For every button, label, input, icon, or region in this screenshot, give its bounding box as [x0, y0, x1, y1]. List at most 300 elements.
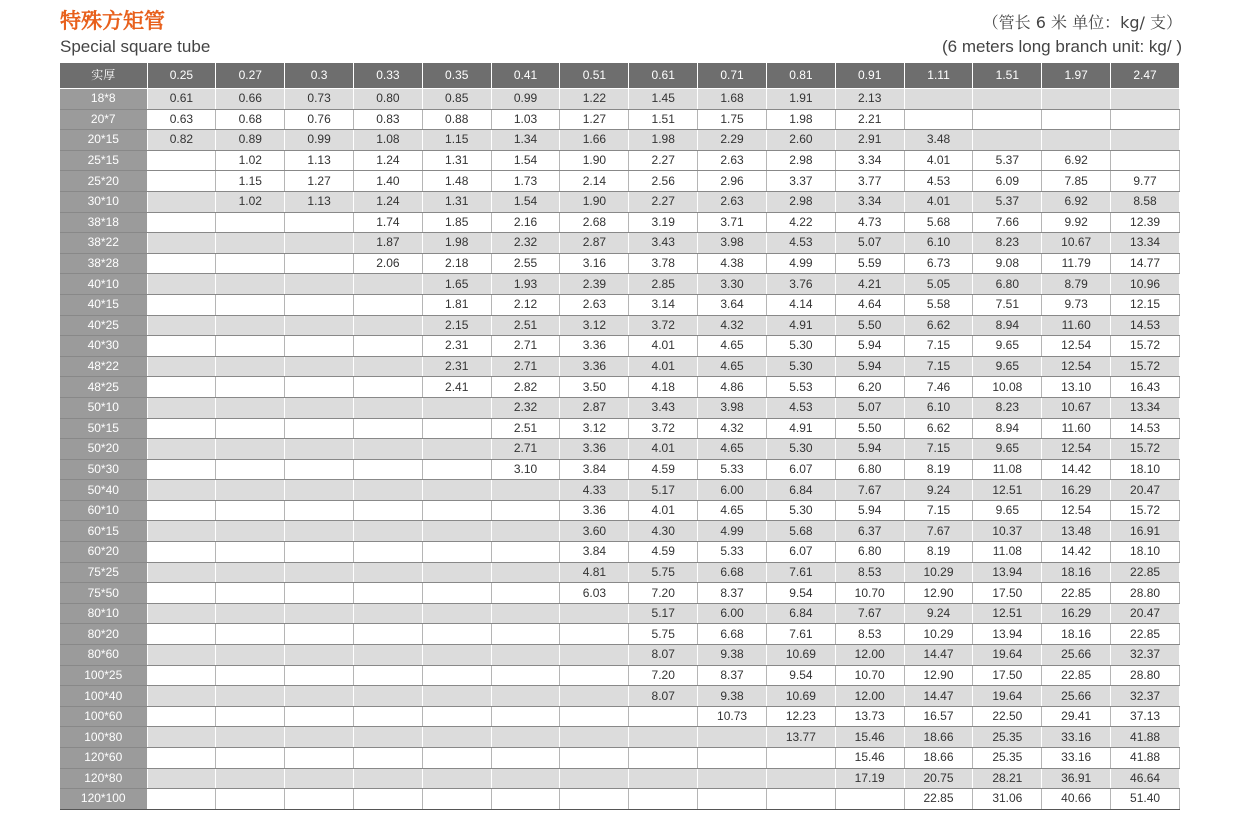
weight-cell: 6.62	[904, 418, 973, 439]
weight-cell: 12.54	[1042, 356, 1111, 377]
weight-cell	[353, 768, 422, 789]
weight-cell: 1.03	[491, 109, 560, 130]
weight-cell: 4.99	[766, 253, 835, 274]
weight-cell: 7.67	[835, 603, 904, 624]
weight-cell	[904, 89, 973, 110]
weight-cell: 6.80	[835, 459, 904, 480]
weight-cell: 18.16	[1042, 624, 1111, 645]
weight-cell	[1111, 150, 1180, 171]
weight-cell: 3.36	[560, 439, 629, 460]
weight-cell: 10.29	[904, 624, 973, 645]
weight-cell: 2.12	[491, 294, 560, 315]
weight-cell	[560, 727, 629, 748]
weight-cell	[147, 191, 216, 212]
weight-cell: 4.14	[766, 294, 835, 315]
weight-cell: 7.15	[904, 500, 973, 521]
weight-cell	[216, 686, 285, 707]
weight-cell: 16.29	[1042, 603, 1111, 624]
weight-cell: 1.98	[629, 130, 698, 151]
weight-cell	[285, 233, 354, 254]
weight-cell: 3.12	[560, 315, 629, 336]
weight-cell: 18.10	[1111, 459, 1180, 480]
weight-cell	[147, 521, 216, 542]
weight-cell	[1111, 130, 1180, 151]
weight-cell	[216, 665, 285, 686]
size-label: 25*20	[60, 171, 147, 192]
weight-cell	[285, 665, 354, 686]
weight-cell: 6.10	[904, 233, 973, 254]
weight-cell: 1.02	[216, 191, 285, 212]
size-label: 38*22	[60, 233, 147, 254]
weight-cell	[422, 439, 491, 460]
weight-cell: 6.03	[560, 583, 629, 604]
weight-cell	[698, 727, 767, 748]
weight-cell	[216, 294, 285, 315]
weight-cell: 12.54	[1042, 336, 1111, 357]
weight-cell: 0.85	[422, 89, 491, 110]
weight-cell: 3.36	[560, 336, 629, 357]
weight-cell	[353, 397, 422, 418]
weight-cell: 2.55	[491, 253, 560, 274]
weight-cell: 6.80	[835, 542, 904, 563]
weight-cell: 8.23	[973, 397, 1042, 418]
weight-cell	[285, 480, 354, 501]
weight-cell	[698, 748, 767, 769]
weight-cell: 3.98	[698, 233, 767, 254]
weight-cell	[353, 418, 422, 439]
weight-cell: 1.40	[353, 171, 422, 192]
table-row	[60, 212, 1180, 233]
weight-cell: 13.34	[1111, 397, 1180, 418]
weight-cell	[698, 789, 767, 810]
weight-cell	[1042, 109, 1111, 130]
weight-cell: 2.13	[835, 89, 904, 110]
weight-cell	[973, 89, 1042, 110]
size-label: 120*100	[60, 789, 147, 810]
thickness-header: 0.25	[147, 63, 216, 89]
weight-cell	[491, 624, 560, 645]
weight-cell: 15.46	[835, 727, 904, 748]
weight-cell: 4.53	[904, 171, 973, 192]
table-row	[60, 294, 1180, 315]
weight-cell	[560, 706, 629, 727]
weight-cell: 7.15	[904, 439, 973, 460]
weight-cell: 4.18	[629, 377, 698, 398]
weight-cell: 2.16	[491, 212, 560, 233]
weight-cell: 16.91	[1111, 521, 1180, 542]
weight-cell	[560, 665, 629, 686]
weight-cell	[353, 274, 422, 295]
thickness-header: 0.51	[560, 63, 629, 89]
weight-cell	[904, 109, 973, 130]
weight-cell: 7.67	[835, 480, 904, 501]
weight-cell: 1.22	[560, 89, 629, 110]
weight-cell: 3.78	[629, 253, 698, 274]
weight-cell: 9.38	[698, 645, 767, 666]
weight-cell: 5.17	[629, 603, 698, 624]
table-row	[60, 521, 1180, 542]
weight-cell	[422, 562, 491, 583]
weight-cell: 3.72	[629, 418, 698, 439]
weight-cell: 5.94	[835, 439, 904, 460]
weight-cell: 4.65	[698, 356, 767, 377]
weight-cell	[491, 706, 560, 727]
weight-cell: 1.31	[422, 191, 491, 212]
weight-cell	[973, 130, 1042, 151]
weight-cell	[766, 748, 835, 769]
weight-cell: 7.66	[973, 212, 1042, 233]
weight-cell	[147, 377, 216, 398]
table-row	[60, 315, 1180, 336]
weight-cell: 4.91	[766, 418, 835, 439]
weight-cell: 9.92	[1042, 212, 1111, 233]
weight-cell: 25.66	[1042, 645, 1111, 666]
weight-cell: 2.32	[491, 233, 560, 254]
weight-cell: 22.85	[1042, 583, 1111, 604]
weight-cell: 6.09	[973, 171, 1042, 192]
weight-cell: 11.08	[973, 459, 1042, 480]
weight-cell: 0.63	[147, 109, 216, 130]
thickness-header: 1.51	[973, 63, 1042, 89]
weight-cell: 9.24	[904, 480, 973, 501]
weight-cell: 2.06	[353, 253, 422, 274]
weight-cell	[147, 253, 216, 274]
weight-cell: 1.81	[422, 294, 491, 315]
weight-cell	[353, 645, 422, 666]
weight-cell: 7.61	[766, 562, 835, 583]
weight-cell: 4.99	[698, 521, 767, 542]
weight-cell	[147, 459, 216, 480]
weight-cell	[147, 768, 216, 789]
weight-cell	[147, 706, 216, 727]
weight-cell: 5.37	[973, 150, 1042, 171]
weight-cell: 3.60	[560, 521, 629, 542]
weight-cell	[147, 562, 216, 583]
weight-cell	[766, 789, 835, 810]
weight-cell: 4.65	[698, 500, 767, 521]
unit-note-en: (6 meters long branch unit: kg/ )	[941, 37, 1182, 56]
weight-cell	[285, 706, 354, 727]
weight-cell	[835, 789, 904, 810]
weight-cell: 2.71	[491, 356, 560, 377]
size-label: 80*60	[60, 645, 147, 666]
corner-header: 实厚	[60, 63, 147, 89]
weight-cell: 9.08	[973, 253, 1042, 274]
weight-cell: 9.65	[973, 439, 1042, 460]
weight-cell: 0.73	[285, 89, 354, 110]
weight-cell: 2.51	[491, 315, 560, 336]
weight-cell: 7.85	[1042, 171, 1111, 192]
weight-cell	[629, 706, 698, 727]
weight-cell: 10.70	[835, 583, 904, 604]
weight-cell	[422, 624, 491, 645]
weight-cell	[285, 624, 354, 645]
weight-cell: 10.67	[1042, 233, 1111, 254]
weight-cell	[560, 789, 629, 810]
weight-cell: 4.01	[904, 191, 973, 212]
weight-table	[60, 63, 1180, 810]
weight-cell: 5.59	[835, 253, 904, 274]
weight-cell	[147, 418, 216, 439]
weight-cell	[422, 665, 491, 686]
weight-cell: 20.47	[1111, 480, 1180, 501]
weight-cell	[1111, 89, 1180, 110]
weight-cell: 20.47	[1111, 603, 1180, 624]
weight-cell: 18.10	[1111, 542, 1180, 563]
weight-cell	[216, 480, 285, 501]
weight-cell	[422, 583, 491, 604]
weight-cell	[353, 583, 422, 604]
table-row	[60, 418, 1180, 439]
size-label: 38*28	[60, 253, 147, 274]
weight-cell: 5.33	[698, 459, 767, 480]
weight-cell	[285, 768, 354, 789]
weight-cell: 19.64	[973, 686, 1042, 707]
weight-cell: 3.50	[560, 377, 629, 398]
weight-cell	[285, 562, 354, 583]
weight-cell: 32.37	[1111, 645, 1180, 666]
weight-cell: 22.85	[1111, 624, 1180, 645]
table-row	[60, 562, 1180, 583]
weight-cell: 15.72	[1111, 356, 1180, 377]
weight-cell: 10.69	[766, 686, 835, 707]
weight-cell: 2.63	[560, 294, 629, 315]
weight-cell	[353, 748, 422, 769]
weight-cell: 8.19	[904, 542, 973, 563]
weight-cell: 3.84	[560, 459, 629, 480]
weight-cell: 13.77	[766, 727, 835, 748]
weight-cell	[491, 603, 560, 624]
size-label: 38*18	[60, 212, 147, 233]
weight-cell: 12.23	[766, 706, 835, 727]
weight-cell	[285, 336, 354, 357]
table-row	[60, 439, 1180, 460]
weight-cell: 14.42	[1042, 459, 1111, 480]
weight-cell: 3.71	[698, 212, 767, 233]
weight-cell	[973, 109, 1042, 130]
weight-cell	[216, 274, 285, 295]
weight-cell	[285, 253, 354, 274]
weight-cell: 11.79	[1042, 253, 1111, 274]
weight-cell: 6.00	[698, 480, 767, 501]
weight-cell: 8.53	[835, 562, 904, 583]
weight-cell: 33.16	[1042, 748, 1111, 769]
weight-cell: 32.37	[1111, 686, 1180, 707]
table-row	[60, 665, 1180, 686]
thickness-header: 0.35	[422, 63, 491, 89]
weight-cell	[353, 624, 422, 645]
weight-cell	[147, 315, 216, 336]
size-label: 120*60	[60, 748, 147, 769]
weight-cell	[353, 665, 422, 686]
weight-cell: 1.98	[766, 109, 835, 130]
weight-cell: 5.33	[698, 542, 767, 563]
weight-cell: 9.65	[973, 356, 1042, 377]
weight-cell	[147, 150, 216, 171]
weight-cell	[422, 418, 491, 439]
weight-cell: 3.10	[491, 459, 560, 480]
weight-cell	[491, 542, 560, 563]
weight-cell: 5.05	[904, 274, 973, 295]
weight-cell: 0.89	[216, 130, 285, 151]
page-title-en: Special square tube	[60, 37, 211, 56]
weight-cell	[698, 768, 767, 789]
weight-cell	[216, 727, 285, 748]
weight-cell: 6.37	[835, 521, 904, 542]
weight-cell: 10.73	[698, 706, 767, 727]
weight-cell: 2.29	[698, 130, 767, 151]
weight-cell: 12.39	[1111, 212, 1180, 233]
weight-cell: 18.66	[904, 748, 973, 769]
table-row	[60, 253, 1180, 274]
weight-cell: 16.29	[1042, 480, 1111, 501]
weight-cell	[422, 521, 491, 542]
table-row	[60, 542, 1180, 563]
weight-cell: 5.30	[766, 356, 835, 377]
weight-cell	[629, 789, 698, 810]
table-row	[60, 89, 1180, 110]
weight-cell	[216, 542, 285, 563]
weight-cell: 2.21	[835, 109, 904, 130]
thickness-header: 1.97	[1042, 63, 1111, 89]
weight-cell	[560, 645, 629, 666]
weight-cell: 8.37	[698, 583, 767, 604]
weight-cell: 1.66	[560, 130, 629, 151]
weight-cell: 28.80	[1111, 583, 1180, 604]
weight-cell: 4.30	[629, 521, 698, 542]
weight-cell: 12.90	[904, 583, 973, 604]
weight-cell: 16.43	[1111, 377, 1180, 398]
weight-cell: 5.94	[835, 336, 904, 357]
weight-cell	[285, 294, 354, 315]
weight-cell: 10.69	[766, 645, 835, 666]
weight-cell	[422, 397, 491, 418]
weight-cell: 2.82	[491, 377, 560, 398]
weight-cell	[147, 480, 216, 501]
weight-cell	[560, 686, 629, 707]
weight-cell	[353, 315, 422, 336]
weight-cell: 2.87	[560, 233, 629, 254]
weight-cell	[353, 706, 422, 727]
weight-cell	[285, 418, 354, 439]
weight-cell	[285, 789, 354, 810]
weight-cell: 17.50	[973, 583, 1042, 604]
weight-cell	[216, 768, 285, 789]
weight-cell: 12.51	[973, 603, 1042, 624]
weight-cell	[216, 459, 285, 480]
weight-cell	[353, 562, 422, 583]
weight-cell: 4.64	[835, 294, 904, 315]
size-label: 30*10	[60, 191, 147, 212]
weight-cell: 6.84	[766, 480, 835, 501]
weight-cell: 1.45	[629, 89, 698, 110]
size-label: 48*22	[60, 356, 147, 377]
weight-cell	[285, 397, 354, 418]
weight-cell	[353, 356, 422, 377]
weight-cell: 6.84	[766, 603, 835, 624]
weight-cell: 22.50	[973, 706, 1042, 727]
weight-cell: 1.24	[353, 150, 422, 171]
weight-cell: 3.36	[560, 356, 629, 377]
weight-cell: 3.12	[560, 418, 629, 439]
weight-cell: 15.72	[1111, 439, 1180, 460]
weight-cell: 14.47	[904, 686, 973, 707]
weight-cell: 8.07	[629, 645, 698, 666]
weight-cell	[285, 315, 354, 336]
page-header	[0, 0, 1240, 60]
weight-cell: 3.30	[698, 274, 767, 295]
thickness-header: 0.81	[766, 63, 835, 89]
weight-cell	[353, 542, 422, 563]
weight-cell: 22.85	[904, 789, 973, 810]
weight-cell: 3.72	[629, 315, 698, 336]
weight-cell	[422, 706, 491, 727]
table-row	[60, 706, 1180, 727]
weight-cell: 18.66	[904, 727, 973, 748]
table-row	[60, 727, 1180, 748]
weight-cell	[629, 768, 698, 789]
weight-cell: 4.86	[698, 377, 767, 398]
weight-cell: 5.75	[629, 562, 698, 583]
size-label: 75*25	[60, 562, 147, 583]
weight-cell	[560, 603, 629, 624]
weight-cell: 8.94	[973, 418, 1042, 439]
size-label: 50*10	[60, 397, 147, 418]
weight-cell: 4.22	[766, 212, 835, 233]
weight-cell: 41.88	[1111, 727, 1180, 748]
table-body	[60, 89, 1180, 810]
table-row	[60, 583, 1180, 604]
weight-cell: 5.94	[835, 356, 904, 377]
weight-cell: 3.14	[629, 294, 698, 315]
weight-cell: 4.01	[904, 150, 973, 171]
weight-cell: 14.77	[1111, 253, 1180, 274]
size-label: 40*25	[60, 315, 147, 336]
weight-cell	[491, 789, 560, 810]
weight-cell	[422, 542, 491, 563]
weight-cell	[216, 521, 285, 542]
table-row	[60, 356, 1180, 377]
weight-cell	[216, 397, 285, 418]
weight-cell: 7.67	[904, 521, 973, 542]
weight-cell: 6.92	[1042, 191, 1111, 212]
weight-cell: 1.91	[766, 89, 835, 110]
weight-cell	[147, 727, 216, 748]
weight-cell: 0.61	[147, 89, 216, 110]
weight-cell	[216, 706, 285, 727]
weight-cell: 1.75	[698, 109, 767, 130]
weight-cell: 5.53	[766, 377, 835, 398]
weight-cell	[560, 768, 629, 789]
weight-cell: 8.37	[698, 665, 767, 686]
weight-cell: 1.74	[353, 212, 422, 233]
weight-cell: 9.54	[766, 665, 835, 686]
weight-cell	[422, 727, 491, 748]
size-label: 60*10	[60, 500, 147, 521]
weight-cell: 0.66	[216, 89, 285, 110]
weight-cell: 1.27	[285, 171, 354, 192]
weight-cell: 7.51	[973, 294, 1042, 315]
weight-cell	[491, 521, 560, 542]
weight-cell: 4.59	[629, 542, 698, 563]
weight-cell: 4.65	[698, 336, 767, 357]
table-row	[60, 748, 1180, 769]
weight-cell: 17.19	[835, 768, 904, 789]
weight-cell: 36.91	[1042, 768, 1111, 789]
weight-cell: 13.94	[973, 562, 1042, 583]
weight-cell	[147, 356, 216, 377]
weight-cell: 2.96	[698, 171, 767, 192]
